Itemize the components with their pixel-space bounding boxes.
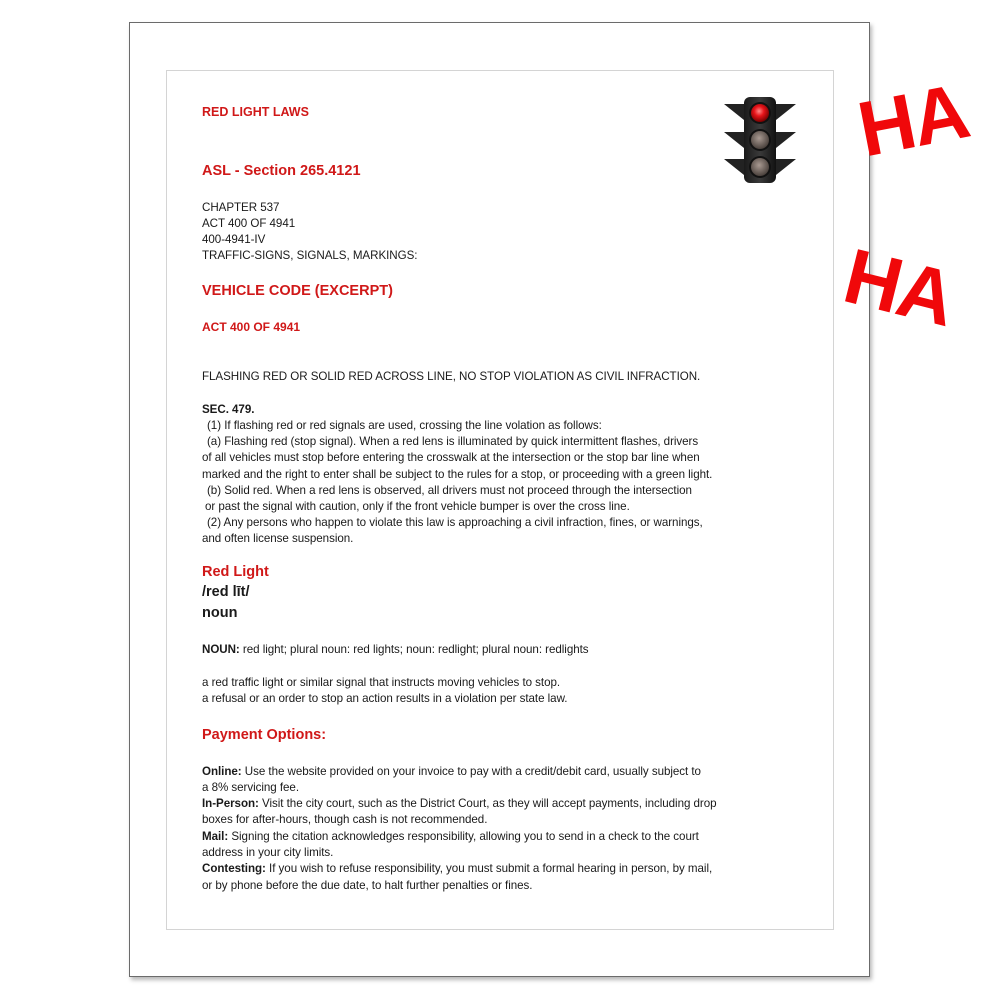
ha-overlay-bottom: HA bbox=[835, 231, 963, 343]
section-title: ASL - Section 265.4121 bbox=[202, 163, 361, 179]
sec-line: or past the signal with caution, only if the front vehicle bumper is over the cross line. bbox=[205, 500, 630, 513]
payment-inperson-line bbox=[202, 796, 717, 812]
online-label: Online: bbox=[202, 765, 242, 778]
traffic-signs-line: TRAFFIC-SIGNS, SIGNALS, MARKINGS: bbox=[202, 249, 418, 262]
mail-text: Signing the citation acknowledges responsibility, allowing you to send in a check to the court bbox=[231, 830, 699, 843]
payment-online-line bbox=[202, 764, 701, 780]
act-label: ACT 400 OF 4941 bbox=[202, 320, 301, 334]
sec-label: SEC. 479. bbox=[202, 403, 255, 416]
payment-inperson-line-2: boxes for after-hours, though cash is not recommended. bbox=[202, 813, 488, 826]
payment-contesting-line bbox=[202, 861, 712, 877]
payment-mail-line bbox=[202, 829, 699, 845]
payment-title: Payment Options: bbox=[202, 727, 327, 743]
definition-meaning: a refusal or an order to stop an action results in a violation per state law. bbox=[202, 692, 568, 705]
sec-line: (a) Flashing red (stop signal). When a red lens is illuminated by quick intermittent flashes, drivers bbox=[207, 435, 699, 448]
payment-contesting-line-2: or by phone before the due date, to halt further penalties or fines. bbox=[202, 879, 533, 892]
act-line: ACT 400 OF 4941 bbox=[202, 217, 296, 230]
ha-overlay-top: HA bbox=[851, 66, 975, 174]
contesting-label: Contesting: bbox=[202, 862, 266, 875]
sec-line: (2) Any persons who happen to violate this law is approaching a civil infraction, fines, or warnings, bbox=[207, 516, 703, 529]
sec-line: marked and the right to enter shall be subject to the rules for a stop, or proceeding with a green light. bbox=[202, 468, 713, 481]
sec-line: and often license suspension. bbox=[202, 532, 354, 545]
definition-part-of-speech: noun bbox=[202, 605, 238, 621]
online-text: Use the website provided on your invoice to pay with a credit/debit card, usually subject to bbox=[244, 765, 701, 778]
vehicle-code-title: VEHICLE CODE (EXCERPT) bbox=[202, 283, 393, 299]
noun-forms-line bbox=[202, 642, 589, 658]
sec-line: (b) Solid red. When a red lens is observed, all drivers must not proceed through the intersection bbox=[207, 484, 692, 497]
traffic-light-icon bbox=[722, 96, 798, 184]
noun-label: NOUN: bbox=[202, 643, 240, 656]
inperson-label: In-Person: bbox=[202, 797, 259, 810]
definition-pronunciation: /red līt/ bbox=[202, 584, 250, 600]
payment-online-line-2: a 8% servicing fee. bbox=[202, 781, 300, 794]
sec-line: (1) If flashing red or red signals are used, crossing the line volation as follows: bbox=[207, 419, 602, 432]
mail-label: Mail: bbox=[202, 830, 229, 843]
chapter-line: CHAPTER 537 bbox=[202, 201, 280, 214]
sec-line: of all vehicles must stop before entering the crosswalk at the intersection or the stop bar line when bbox=[202, 451, 700, 464]
inperson-text: Visit the city court, such as the District Court, as they will accept payments, including drop bbox=[262, 797, 717, 810]
page-heading: RED LIGHT LAWS bbox=[202, 105, 309, 119]
summary-line: FLASHING RED OR SOLID RED ACROSS LINE, NO STOP VIOLATION AS CIVIL INFRACTION. bbox=[202, 370, 701, 383]
definition-meaning: a red traffic light or similar signal that instructs moving vehicles to stop. bbox=[202, 676, 561, 689]
noun-forms: red light; plural noun: red lights; noun: redlight; plural noun: redlights bbox=[242, 643, 589, 656]
definition-term: Red Light bbox=[202, 564, 269, 580]
code-line: 400-4941-IV bbox=[202, 233, 266, 246]
payment-mail-line-2: address in your city limits. bbox=[202, 846, 334, 859]
contesting-text: If you wish to refuse responsibility, you must submit a formal hearing in person, by mail, bbox=[269, 862, 713, 875]
